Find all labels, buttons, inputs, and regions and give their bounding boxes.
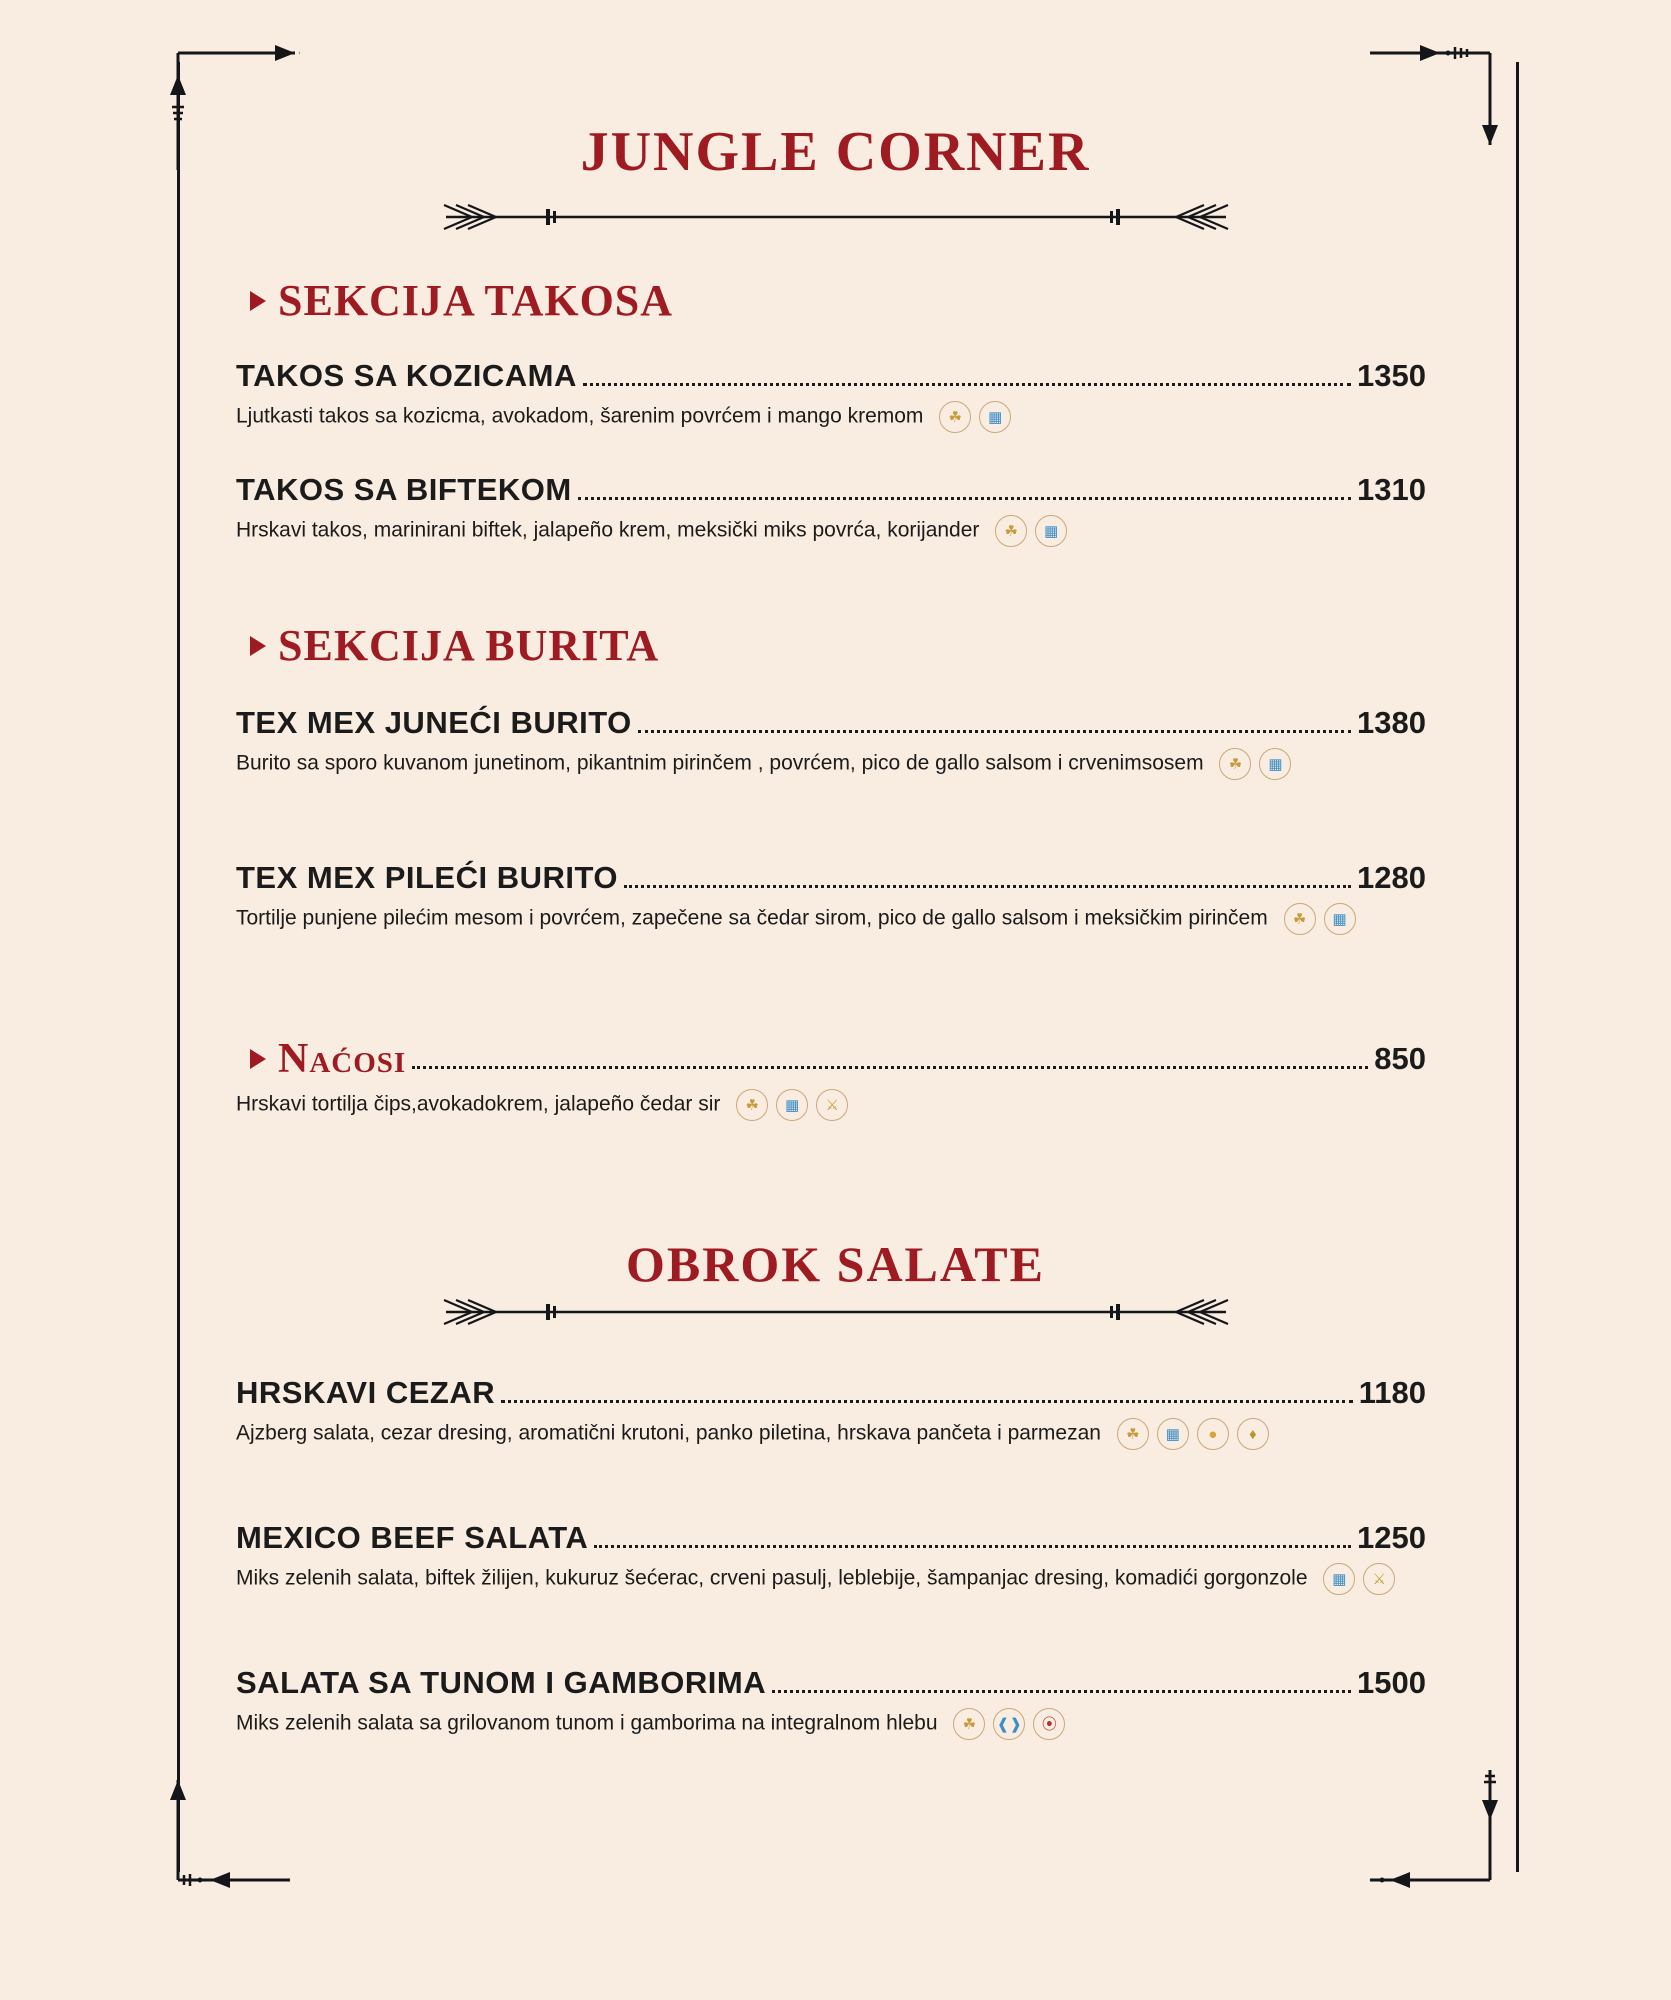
item-description-row (236, 903, 1426, 935)
item-price: 1180 (1358, 1375, 1426, 1410)
milk-icon: ▦ (776, 1089, 808, 1121)
menu-item (236, 1665, 1426, 1740)
item-description: Burito sa sporo kuvanom junetinom, pikantnim pirinčem , povrćem, pico de gallo salsom i crvenimsosem (236, 751, 1204, 775)
item-price: 850 (1374, 1041, 1426, 1076)
item-price: 1280 (1357, 860, 1426, 895)
allergen-icons (1323, 1563, 1395, 1595)
oil-icon: ♦ (1237, 1418, 1269, 1450)
milk-icon: ▦ (1324, 903, 1356, 935)
item-name: TEX MEX JUNEĆI BURITO (236, 705, 632, 740)
milk-icon: ▦ (1259, 748, 1291, 780)
item-name: TAKOS SA BIFTEKOM (236, 472, 572, 507)
milk-icon: ▦ (1157, 1418, 1189, 1450)
item-description: Ljutkasti takos sa kozicma, avokadom, šarenim povrćem i mango kremom (236, 404, 924, 428)
item-description: Ajzberg salata, cezar dresing, aromatični krutoni, panko piletina, hrskava pančeta i parmezan (236, 1421, 1101, 1445)
menu-item (236, 860, 1426, 935)
item-name: HRSKAVI CEZAR (236, 1375, 496, 1410)
leader-dots (583, 382, 1351, 386)
item-name: MEXICO BEEF SALATA (236, 1520, 589, 1555)
item-price: 1500 (1357, 1665, 1426, 1700)
fish-icon: ❰❱ (993, 1708, 1025, 1740)
allergen-icons (953, 1708, 1065, 1740)
gluten-icon: ☘ (1219, 748, 1251, 780)
menu-item (236, 358, 1426, 433)
frame-line-right (1516, 62, 1519, 1872)
allergen-icons (939, 401, 1011, 433)
item-description-row (236, 1418, 1426, 1450)
item-description-row (236, 515, 1426, 547)
chili-icon: ⦿ (1033, 1708, 1065, 1740)
menu-item (236, 705, 1426, 780)
item-description: Miks zelenih salata, biftek žilijen, kukuruz šećerac, crveni pasulj, leblebije, šampanjac dresing, komadići gorgonzole (236, 1566, 1308, 1590)
allergen-icons (1284, 903, 1356, 935)
gluten-icon: ☘ (1117, 1418, 1149, 1450)
menu-item (236, 1375, 1426, 1450)
item-description: Miks zelenih salata sa grilovanom tunom i gamborima na integralnom hlebu (236, 1711, 938, 1735)
page-title: JUNGLE CORNER (580, 121, 1091, 183)
item-description: Hrskavi takos, marinirani biftek, jalapeño krem, meksički miks povrća, korijander (236, 518, 980, 542)
section-heading-nacosi: Naćosi (250, 1035, 406, 1083)
corner-ornament-bottom-right-icon (1370, 1760, 1520, 1910)
gluten-icon: ☘ (736, 1089, 768, 1121)
item-price: 1350 (1357, 358, 1426, 393)
section-heading-burita: SEKCIJA BURITA (250, 620, 659, 671)
leader-dots (501, 1399, 1353, 1403)
allergen-icons (736, 1089, 848, 1121)
divider-arrow-top-icon (0, 200, 1671, 234)
item-price: 1310 (1357, 472, 1426, 507)
corner-ornament-bottom-left-icon (150, 1760, 300, 1910)
item-description-row (236, 1563, 1426, 1595)
item-description: Hrskavi tortilja čips,avokadokrem, jalapeño čedar sir (236, 1092, 721, 1116)
item-name: TAKOS SA KOZICAMA (236, 358, 577, 393)
item-description: Tortilje punjene pilećim mesom i povrćem, zapečene sa čedar sirom, pico de gallo salsom i meksičkim pirinčem (236, 906, 1268, 930)
section-heading-takosa: SEKCIJA TAKOSA (250, 275, 673, 326)
gluten-icon: ☘ (939, 401, 971, 433)
divider-arrow-bottom-icon (0, 1295, 1671, 1329)
triangle-bullet-icon (250, 636, 266, 656)
item-description-row (236, 1708, 1426, 1740)
milk-icon: ▦ (1323, 1563, 1355, 1595)
section-title-salate: OBROK SALATE (626, 1236, 1045, 1292)
menu-item (236, 1520, 1426, 1595)
menu-item (236, 472, 1426, 547)
leader-dots (772, 1689, 1351, 1693)
leader-dots (638, 729, 1351, 733)
leader-dots (412, 1065, 1368, 1069)
item-price: 1250 (1357, 1520, 1426, 1555)
gluten-icon: ☘ (995, 515, 1027, 547)
corn-icon: ⚔ (1363, 1563, 1395, 1595)
frame-line-left (177, 62, 180, 1872)
item-description-row (236, 401, 1426, 433)
item-description-row (236, 748, 1426, 780)
corn-icon: ⚔ (816, 1089, 848, 1121)
leader-dots (578, 496, 1351, 500)
allergen-icons (1117, 1418, 1269, 1450)
leader-dots (624, 884, 1351, 888)
egg-icon: ● (1197, 1418, 1229, 1450)
leader-dots (594, 1544, 1351, 1548)
gluten-icon: ☘ (1284, 903, 1316, 935)
milk-icon: ▦ (979, 401, 1011, 433)
gluten-icon: ☘ (953, 1708, 985, 1740)
menu-item-nacosi (236, 1035, 1426, 1121)
allergen-icons (995, 515, 1067, 547)
item-price: 1380 (1357, 705, 1426, 740)
item-name: TEX MEX PILEĆI BURITO (236, 860, 618, 895)
item-name: SALATA SA TUNOM I GAMBORIMA (236, 1665, 767, 1700)
allergen-icons (1219, 748, 1291, 780)
triangle-bullet-icon (250, 291, 266, 311)
triangle-bullet-icon (250, 1049, 266, 1069)
milk-icon: ▦ (1035, 515, 1067, 547)
item-description-row (236, 1089, 1426, 1121)
